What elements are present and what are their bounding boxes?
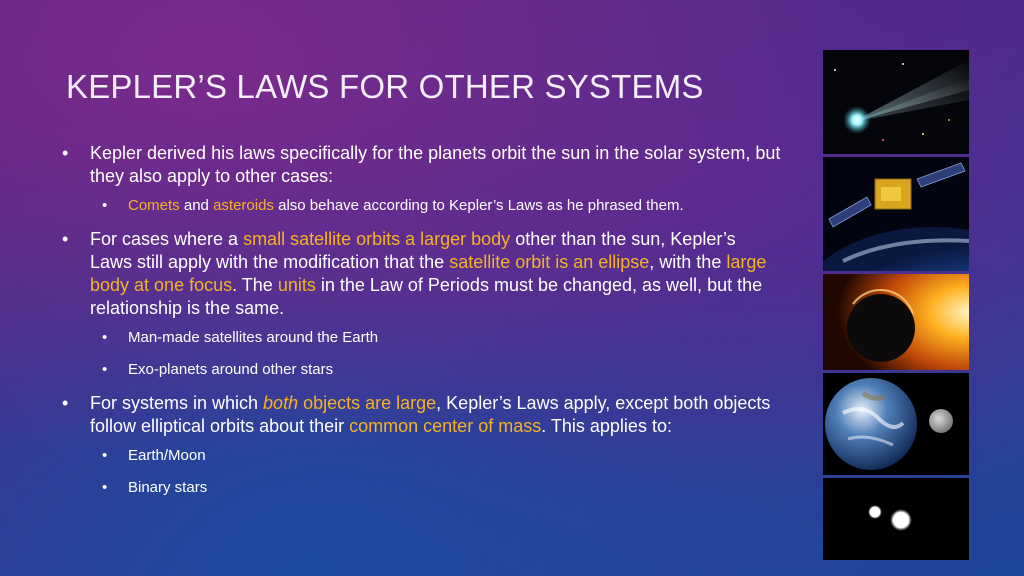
slide-title: KEPLER’S LAWS FOR OTHER SYSTEMS: [66, 68, 704, 105]
bullet-dot: •: [102, 361, 108, 378]
bullet-3-t1: For systems in which: [90, 393, 264, 413]
bullet-3-t3: . This applies to:: [541, 416, 672, 436]
bullet-2: [62, 228, 782, 320]
bullet-dot: •: [102, 329, 108, 346]
bullet-2-t4: . The: [232, 275, 278, 295]
bullet-dot: •: [102, 197, 108, 214]
comet-image: [823, 50, 969, 154]
bullet-3-h1: both: [263, 393, 299, 413]
comets-rest-text: also behave according to Kepler’s Laws as he phrased them.: [273, 197, 684, 214]
and-text: and: [179, 197, 214, 214]
bullet-dot: •: [62, 143, 69, 163]
image-column: [823, 50, 969, 563]
bullet-1: [62, 142, 782, 188]
bullet-2-h4: units: [277, 275, 316, 295]
comets-highlight: Comets: [128, 197, 180, 214]
sub-bullet-satellites: [62, 328, 782, 348]
sub-bullet-text: Man-made satellites around the Earth: [128, 329, 379, 346]
bullet-2-h2: satellite orbit is an ellipse: [449, 252, 650, 272]
sub-bullet-binary-stars: [62, 478, 782, 498]
bullet-3-t2: , Kepler’s Laws apply, except both objects follow elliptical orbits about their: [90, 393, 771, 436]
bullet-2-t5: in the Law of Periods must be changed, as well, but the relationship is the same.: [90, 275, 763, 318]
bullet-1-text: Kepler derived his laws specifically for the planets orbit the sun in the solar system, but they also apply to other cases:: [90, 143, 781, 186]
binary-stars-image: [823, 478, 969, 560]
sub-bullet-text: Binary stars: [128, 479, 208, 496]
bullet-2-h1: small satellite orbits a larger body: [243, 229, 511, 249]
bullet-2-t1: For cases where a: [90, 229, 244, 249]
bullet-2-t2: other than the sun, Kepler’s Laws still apply with the modification that the: [90, 229, 736, 272]
bullet-2-t3: , with the: [649, 252, 727, 272]
asteroids-highlight: asteroids: [213, 197, 274, 214]
sub-bullet-text: Earth/Moon: [128, 447, 206, 464]
bullet-dot: •: [102, 479, 108, 496]
bullet-dot: •: [62, 393, 69, 413]
bullet-3: [62, 392, 782, 438]
bullet-3-h3: common center of mass: [349, 416, 542, 436]
bullet-2-h3: large body at one focus: [90, 252, 767, 295]
earth-moon-image: [823, 373, 969, 475]
sub-bullet-text: Exo-planets around other stars: [128, 361, 334, 378]
sub-bullet-exoplanets: [62, 360, 782, 380]
bullet-dot: •: [62, 229, 69, 249]
satellite-image: [823, 157, 969, 271]
exoplanet-image: [823, 274, 969, 370]
bullet-dot: •: [102, 447, 108, 464]
sub-bullet-earth-moon: [62, 446, 782, 466]
slide-content: [62, 142, 782, 510]
sub-bullet-comets: [62, 196, 782, 216]
bullet-3-h2: objects are large: [298, 393, 437, 413]
